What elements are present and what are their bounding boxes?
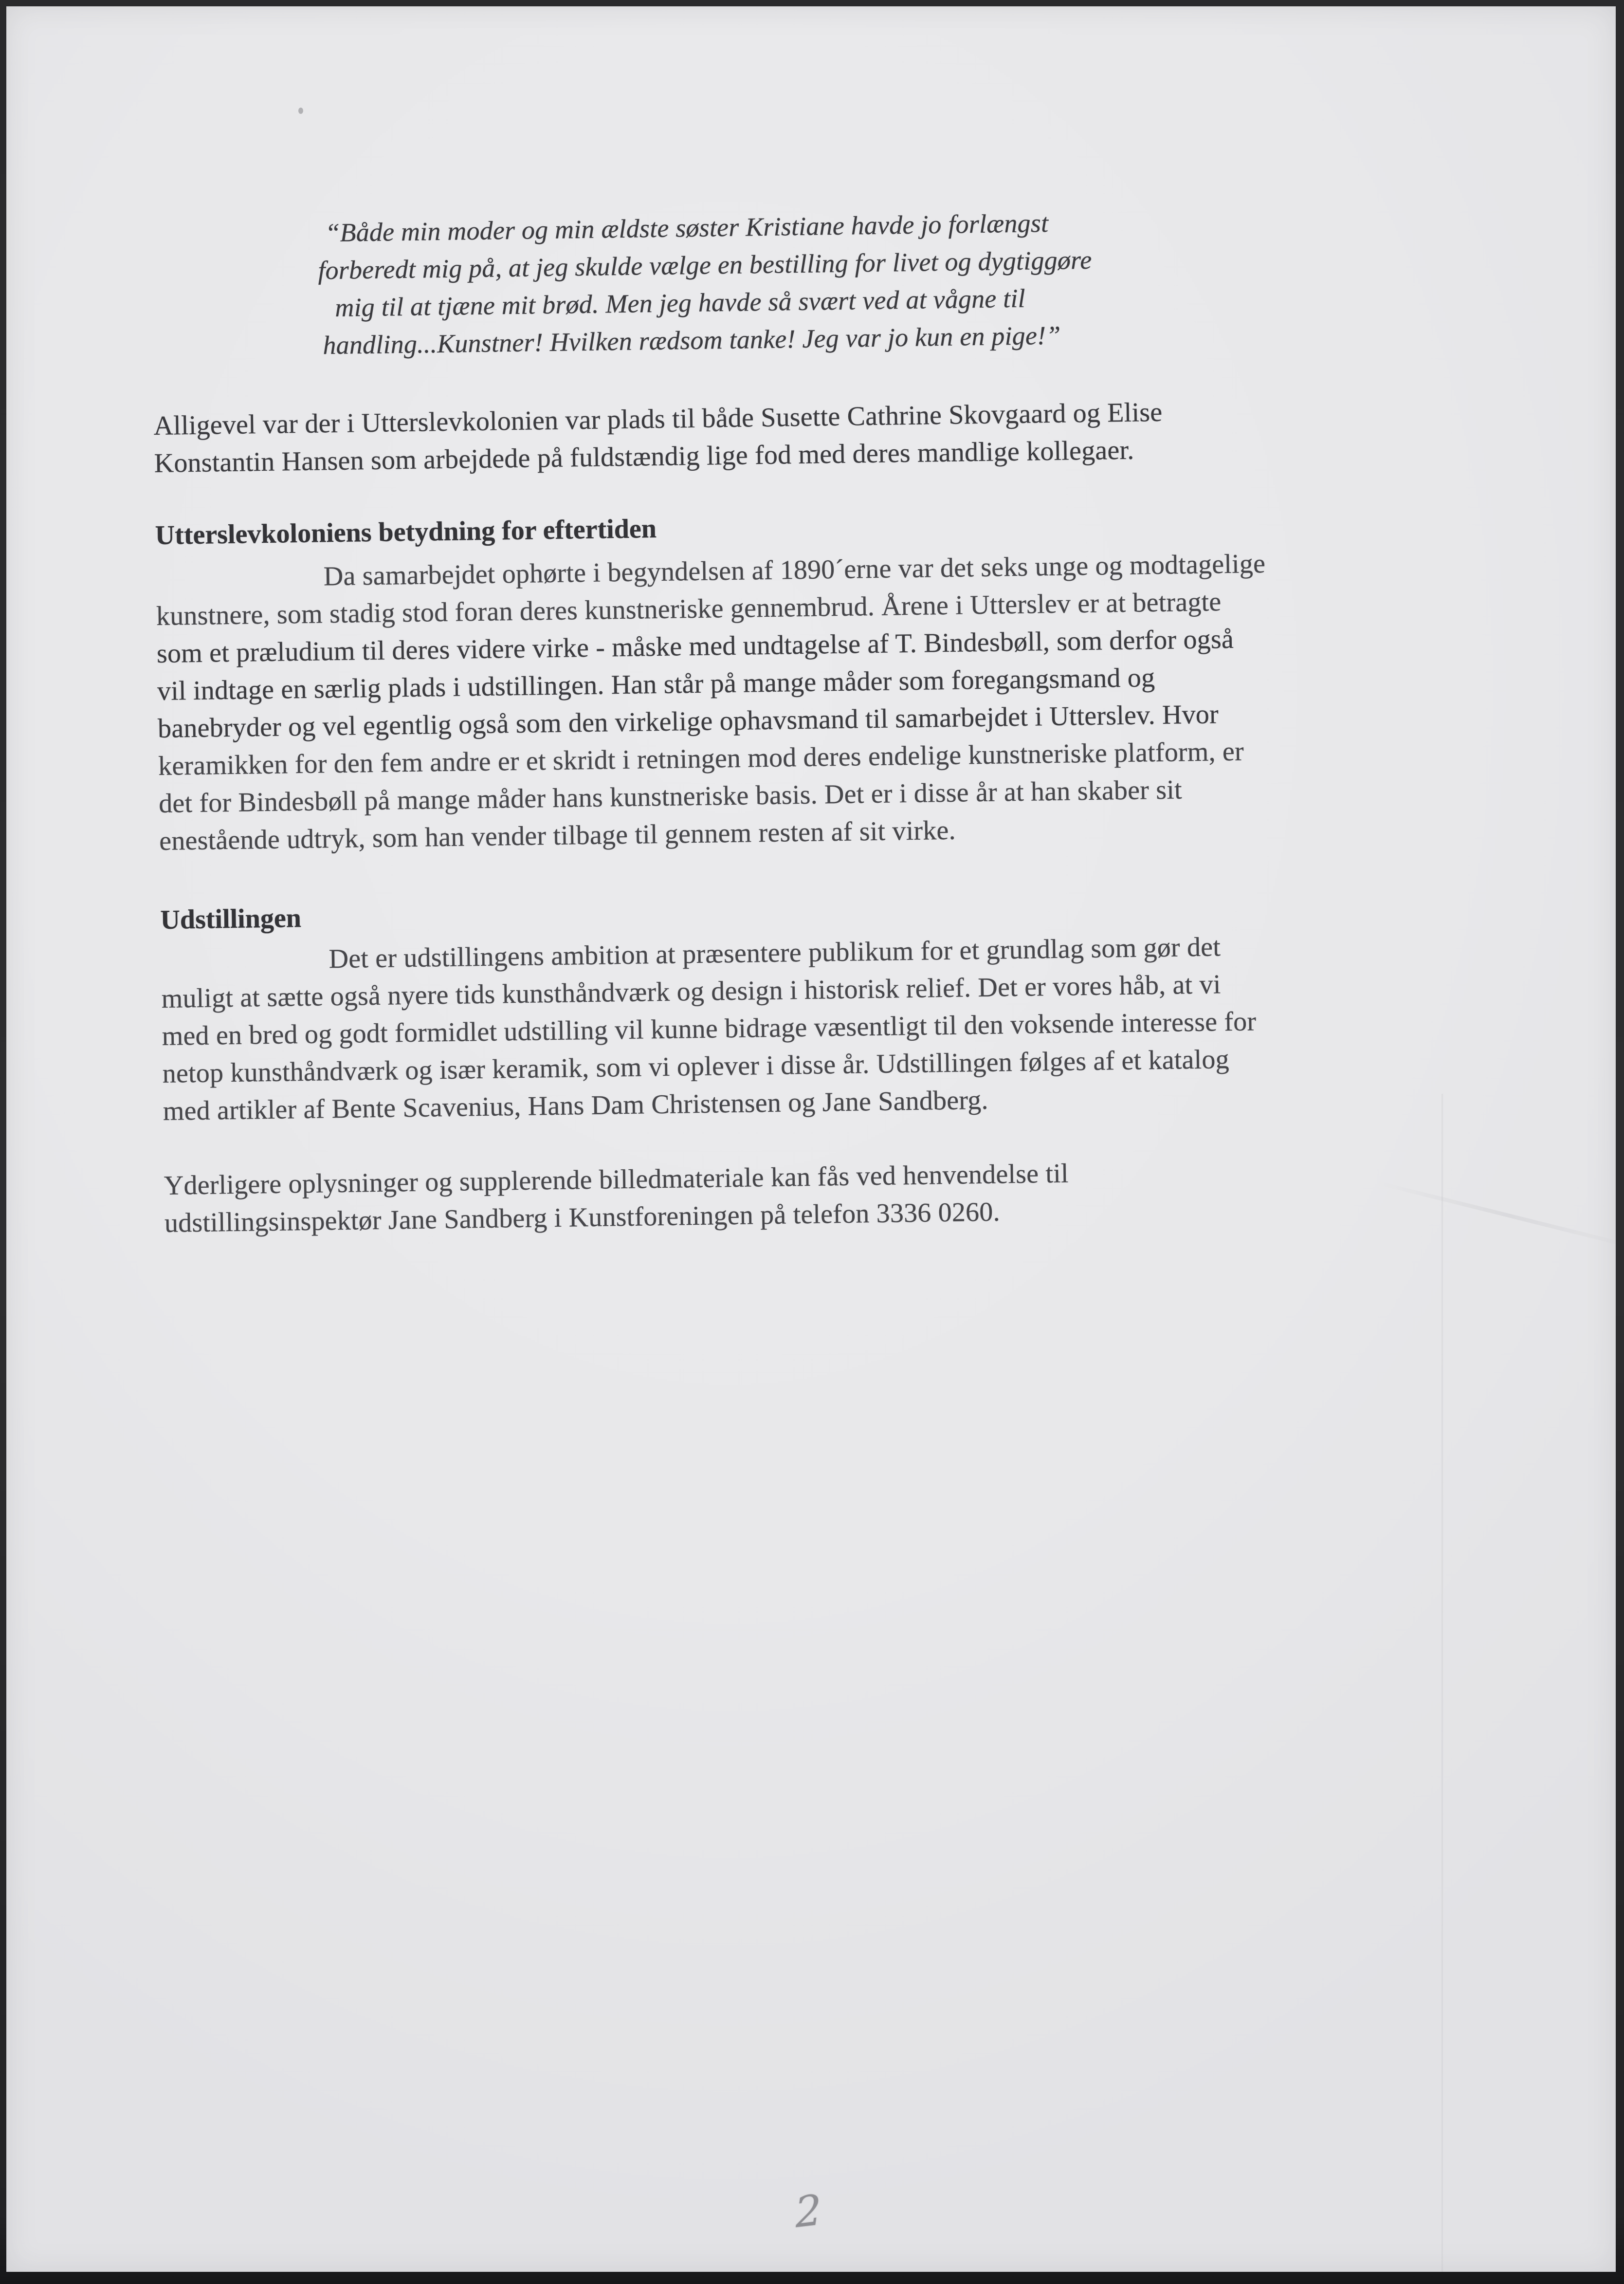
body-line: som et præludium til deres videre virke - måske med undtagelse af T. Bindesbøll, som derfor også	[156, 624, 1234, 669]
body-line: udstillingsinspektør Jane Sandberg i Kunstforeningen på telefon 3336 0260.	[164, 1197, 1001, 1238]
body-line: netop kunsthåndværk og især keramik, som vi oplever i disse år. Udstillingen følges af et katalog	[162, 1044, 1230, 1089]
section-heading-eftertiden: Utterslevkoloniens betydning for eftertiden	[155, 514, 657, 551]
quote-line: “Både min moder og min ældste søster Kristiane havde jo forlængst	[325, 208, 1049, 248]
body-line: Da samarbejdet ophørte i begyndelsen af 1890´erne var det seks unge og modtagelige	[323, 548, 1266, 592]
handwritten-page-number: 2	[794, 2185, 823, 2238]
body-line: Yderligere oplysninger og supplerende billedmateriale kan fås ved henvendelse til	[164, 1158, 1069, 1201]
body-line: Det er udstillingens ambition at præsentere publikum for et grundlag som gør det	[328, 932, 1221, 975]
body-line: kunstnere, som stadig stod foran deres kunstneriske gennembrud. Årene i Utterslev er at betragte	[156, 587, 1222, 632]
section-udstillingen-paragraph	[161, 928, 1258, 1130]
body-line: Konstantin Hansen som arbejdede på fuldstændig lige fod med deres mandlige kollegaer.	[154, 435, 1134, 479]
body-line: keramikken for den fem andre er et skridt i retningen mod deres endelige kunstneriske platform, er	[158, 736, 1244, 781]
body-line: Alligevel var der i Utterslevkolonien var plads til både Susette Cathrine Skovgaard og Elise	[153, 397, 1163, 442]
section-eftertiden-paragraph	[155, 545, 1269, 860]
body-line: muligt at sætte også nyere tids kunsthåndværk og design i historisk relief. Det er vores håb, at vi	[161, 969, 1221, 1014]
opening-quote	[317, 204, 1093, 365]
paper-sheet	[6, 6, 1616, 2272]
quote-line: mig til at tjæne mit brød. Men jeg havde så svært ved at vågne til	[334, 283, 1026, 322]
body-line: med artikler af Bente Scavenius, Hans Dam Christensen og Jane Sandberg.	[163, 1085, 988, 1126]
body-line: det for Bindesbøll på mange måder hans kunstneriske basis. Det er i disse år at han skaber sit	[158, 774, 1183, 819]
section-heading-udstillingen: Udstillingen	[160, 903, 302, 935]
body-line: med en bred og godt formidlet udstilling vil kunne bidrage væsentligt til den voksende interesse for	[162, 1006, 1257, 1051]
body-line: enestående udtryk, som han vender tilbage til gennem resten af sit virke.	[159, 815, 956, 856]
intro-paragraph	[153, 394, 1163, 482]
body-line: vil indtage en særlig plads i udstillingen. Han står på mange måder som foregangsmand og	[157, 663, 1155, 706]
quote-line: forberedt mig på, at jeg skulde vælge en bestilling for livet og dygtiggøre	[317, 245, 1092, 285]
body-line: banebryder og vel egentlig også som den virkelige ophavsmand til samarbejdet i Utterslev. Hvor	[157, 699, 1219, 744]
document-text-layer	[6, 6, 1616, 2272]
contact-paragraph	[164, 1155, 1069, 1242]
quote-line: handling...Kunstner! Hvilken rædsom tanke! Jeg var jo kun en pige!”	[323, 320, 1061, 360]
